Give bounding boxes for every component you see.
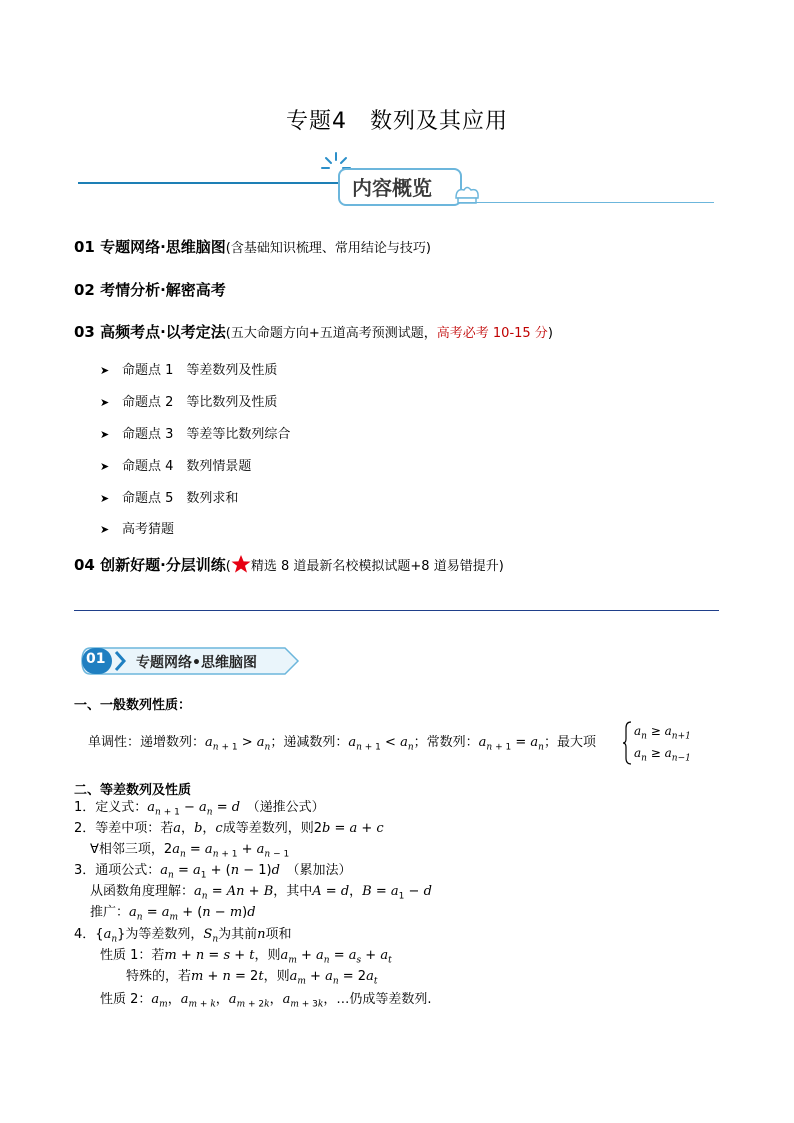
- toc-section-3-note-end: ): [547, 326, 553, 341]
- toc-item: ➤ 命题点 5 数列求和: [100, 491, 239, 506]
- red-star-icon: [231, 554, 251, 574]
- property-1-special-line: 特殊的，若m + n = 2t，则$a_m + a_n = 2a_t$: [126, 969, 378, 987]
- mean-line: 2．等差中项：若a，b，c成等差数列，则2b = a + c: [74, 821, 384, 836]
- toc-section-2-label: 02 考情分析·解密高考: [74, 281, 226, 299]
- toc-section-3-highlight: 高考必考 10-15 分: [436, 326, 548, 341]
- toc-section-3-note: (五大命题方向+五道高考预测试题，: [225, 326, 437, 341]
- page-title: 专题4 数列及其应用: [286, 109, 508, 134]
- banner-label: 内容概览: [352, 176, 432, 200]
- arrow-icon: ➤: [100, 396, 110, 409]
- toc-section-4: 04 创新好题·分层训练( 精选 8 道最新名校模拟试题+8 道易错提升): [74, 556, 504, 574]
- section-01-label: 专题网络•思维脑图: [136, 655, 257, 671]
- toc-section-3: [74, 321, 553, 342]
- property-2-line: 性质 2：$a_m$，$a_{m + k}$，$a_{m + 2k}$，$a_{m + 3k}$，…仍成等差数列.: [100, 992, 432, 1010]
- toc-section-1-label: 01 专题网络·思维脑图: [74, 238, 226, 256]
- toc-section-4-label: 04 创新好题·分层训练: [74, 556, 226, 574]
- toc-section-1: [74, 236, 431, 257]
- toc-section-3-label: 03 高频考点·以考定法: [74, 323, 226, 341]
- arrow-icon: ➤: [100, 428, 110, 441]
- heading-arith: 二、等差数列及性质: [74, 783, 192, 798]
- arrow-icon: ➤: [100, 523, 110, 536]
- max-term-system: $a_n \ge a_{n+1}$ $a_n \ge a_{n-1}$: [622, 720, 702, 766]
- toc-item: ➤ 命题点 4 数列情景题: [100, 459, 252, 474]
- toc-section-2: [74, 279, 226, 300]
- generalization-line: 推广：$a_n = a_m + (n - m)d$: [90, 905, 256, 923]
- monotonic-line: 单调性：递增数列：$a_{n + 1} > a_n$；递减数列：$a_{n + 1} < a_n$；常数列：$a_{n + 1} = a_n$；最大项: [88, 735, 596, 753]
- toc-section-1-note: (含基础知识梳理、常用结论与技巧): [225, 241, 431, 256]
- separator-line: [74, 610, 719, 611]
- sum-intro-line: 4．$\{a_n\}$为等差数列，$S_n$为其前n项和: [74, 927, 292, 945]
- general-term-line: 3．通项公式：$a_n = a_1 + (n - 1)d$ （累加法）: [74, 863, 352, 881]
- banner-line-left: [78, 182, 340, 184]
- adjacent-line: ∀相邻三项，$2a_n = a_{n + 1} + a_{n - 1}$: [90, 842, 290, 860]
- toc-item: ➤ 高考猜题: [100, 522, 175, 537]
- heading-general: 一、一般数列性质：: [74, 698, 192, 713]
- toc-item: ➤ 命题点 3 等差等比数列综合: [100, 427, 291, 442]
- banner-line-right: [458, 202, 714, 203]
- property-1-line: 性质 1：若m + n = s + t，则$a_m + a_n = a_s + a_t$: [100, 948, 392, 966]
- toc-item: ➤ 命题点 2 等比数列及性质: [100, 395, 278, 410]
- section-01-number: 01: [86, 651, 106, 667]
- function-view-line: 从函数角度理解：$a_n = An + B$，其中A = d，$B = a_1 - d$: [90, 884, 432, 902]
- definition-line: 1．定义式：$a_{n + 1} - a_n = d$ （递推公式）: [74, 800, 325, 818]
- toc-item: ➤ 命题点 1 等差数列及性质: [100, 363, 278, 378]
- arrow-icon: ➤: [100, 492, 110, 505]
- arrow-icon: ➤: [100, 460, 110, 473]
- toc-section-4-note: 精选 8 道最新名校模拟试题+8 道易错提升): [250, 559, 504, 574]
- arrow-icon: ➤: [100, 364, 110, 377]
- brace-icon: [622, 720, 632, 766]
